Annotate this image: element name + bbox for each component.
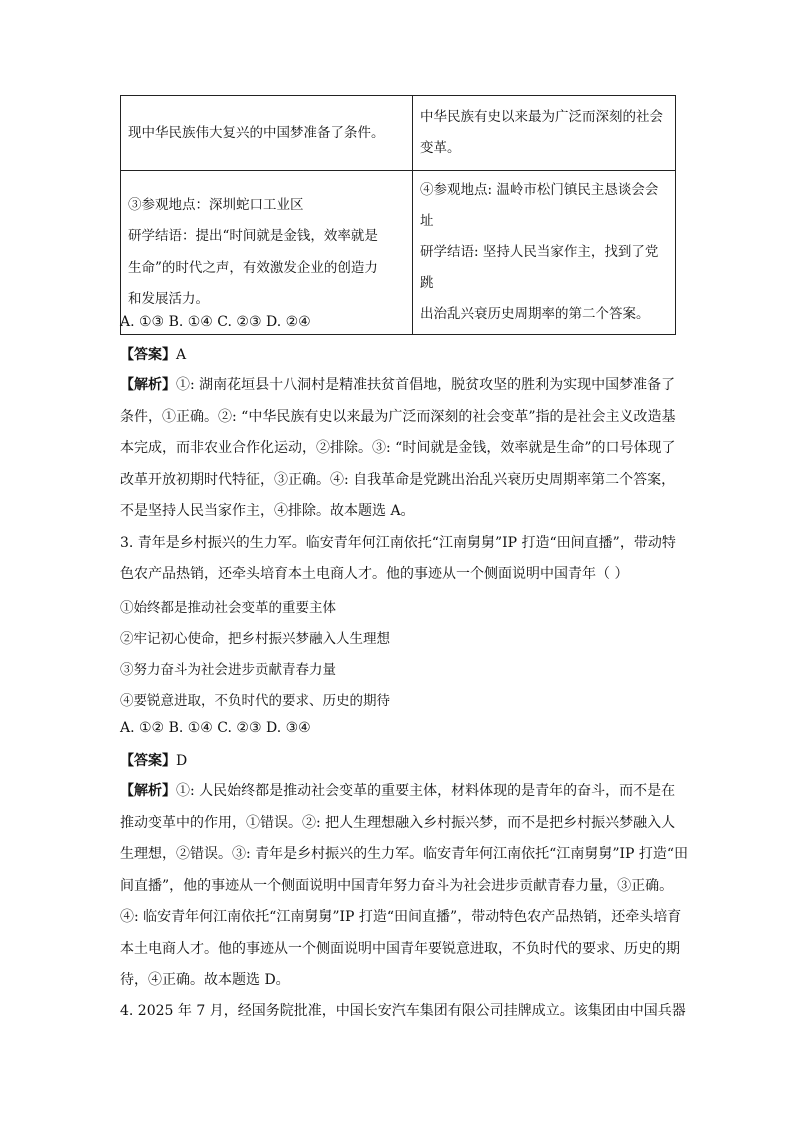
q2-analysis-line: 本完成，而非农业合作化运动，②排除。③: “时间就是金钱，效率就是生命”的口号体现了: [120, 440, 676, 456]
table-cell-line: 生命”的时代之声，有效激发企业的创造力: [128, 259, 378, 276]
q2-analysis-line: 不是坚持人民当家作主，④排除。故本题选 A。: [120, 503, 415, 519]
table-cell-line: 研学结语：提出“时间就是金钱，效率就是: [128, 228, 378, 244]
analysis-label: 【解析】: [120, 377, 176, 393]
q3-analysis-line: 待，④正确。故本题选 D。: [120, 972, 290, 988]
q3-analysis-line: ④: 临安青年何江南依托“江南舅舅”IP 打造“田间直播”，带动特色农产品热销，还牵头培育: [120, 909, 682, 925]
answer-value: D: [176, 753, 188, 769]
q2-analysis-line: 条件，①正确。②: “中华民族有史以来最为广泛而深刻的社会变革”指的是社会主义改造基: [120, 409, 676, 425]
comparison-table: [120, 95, 676, 335]
analysis-text: ①: 人民始终都是推动社会变革的重要主体，材料体现的是青年的奋斗，而不是在: [176, 783, 676, 799]
table-cell-line: 和发展活力。: [128, 291, 209, 307]
table-cell-line: ④参观地点: 温岭市松门镇民主恳谈会会址: [420, 182, 659, 229]
table-cell-line: ③参观地点：深圳蛇口工业区: [128, 196, 304, 213]
q3-answer: [120, 750, 187, 770]
q3-choice: ③努力奋斗为社会进步贡献青春力量: [120, 662, 336, 678]
answer-label: 【答案】: [120, 347, 176, 363]
q2-options: A. ①③ B. ①④ C. ②③ D. ②④: [120, 314, 311, 330]
table-row: [121, 171, 676, 335]
table-cell-line: 研学结语: 坚持人民当家作主，找到了党跳: [420, 244, 659, 291]
q2-answer: [120, 344, 186, 364]
answer-label: 【答案】: [120, 753, 176, 769]
q3-stem-line: 色农产品热销，还牵头培育本土电商人才。他的事迹从一个侧面说明中国青年（ ）: [120, 566, 629, 582]
analysis-text: ①: 湖南花垣县十八洞村是精准扶贫首倡地，脱贫攻坚的胜利为实现中国梦准备了: [176, 377, 676, 393]
analysis-label: 【解析】: [120, 783, 176, 799]
table-cell-text: 现中华民族伟大复兴的中国梦准备了条件。: [128, 124, 385, 141]
q3-analysis-line: 生理想，②错误。③: 青年是乡村振兴的生力军。临安青年何江南依托“江南舅舅”IP 打造“田: [120, 846, 689, 862]
q3-choice: ④要锐意进取，不负时代的要求、历史的期待: [120, 693, 390, 709]
q3-analysis-line: 间直播”，他的事迹从一个侧面说明中国青年努力奋斗为社会进步贡献青春力量，③正确。: [120, 878, 674, 894]
answer-value: A: [176, 347, 187, 363]
table-cell-line: 变革。: [420, 140, 461, 156]
table-cell: [413, 96, 676, 171]
q2-analysis-line: 改革开放初期时代特征，③正确。④: 自我革命是党跳出治乱兴衰历史周期率第二个答案，: [120, 472, 676, 488]
q3-choice: ②牢记初心使命，把乡村振兴梦融入人生理想: [120, 631, 390, 647]
table-cell-line: 出治乱兴衰历史周期率的第二个答案。: [420, 306, 650, 322]
table-cell: [121, 171, 413, 335]
q3-stem-line: 3. 青年是乡村振兴的生力军。临安青年何江南依托“江南舅舅”IP 打造“田间直播”，带动特: [120, 535, 676, 551]
q4-stem-line: 4. 2025 年 7 月，经国务院批准，中国长安汽车集团有限公司挂牌成立。该集团由中国兵器: [120, 1003, 686, 1019]
table-cell: [121, 96, 413, 171]
table-cell: [413, 171, 676, 335]
q3-choice: ①始终都是推动社会变革的重要主体: [120, 600, 336, 616]
q3-analysis-line: [120, 780, 675, 800]
q2-analysis-line: [120, 374, 675, 394]
q3-analysis-line: 本土电商人才。他的事迹从一个侧面说明中国青年要锐意进取，不负时代的要求、历史的期: [120, 941, 680, 957]
q3-options: A. ①② B. ①④ C. ②③ D. ③④: [120, 720, 311, 736]
q3-analysis-line: 推动变革中的作用，①错误。②: 把人生理想融入乡村振兴梦，而不是把乡村振兴梦融入人: [120, 815, 676, 831]
table-row: [121, 96, 676, 171]
table-cell-line: 中华民族有史以来最为广泛而深刻的社会: [420, 109, 663, 125]
